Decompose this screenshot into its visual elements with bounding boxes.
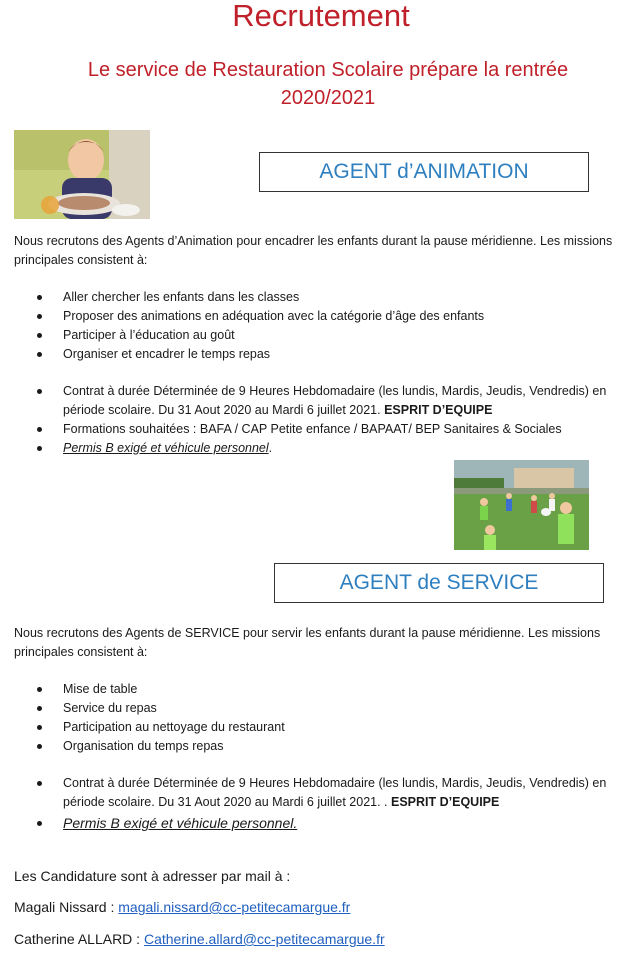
email-link-magali[interactable]: magali.nissard@cc-petitecamargue.fr (118, 899, 351, 915)
email-link-catherine[interactable]: Catherine.allard@cc-petitecamargue.fr (143, 931, 385, 947)
service-conditions-list (14, 774, 626, 835)
list-item: Service du repas (14, 699, 626, 718)
training-item: Formations souhaitées : BAFA / CAP Petite enfance / BAPAAT/ BEP Sanitaires & Sociales (14, 420, 626, 439)
contact-name: Magali Nissard : (14, 899, 119, 915)
list-item: Mise de table (14, 680, 626, 699)
list-item: Participer à l’éducation au goût (14, 326, 626, 345)
page-title: Recrutement (232, 0, 410, 33)
role-title-animation: AGENT d’ANIMATION (319, 160, 529, 183)
list-item: Participation au nettoyage du restaurant (14, 718, 626, 737)
animation-missions-list (14, 288, 626, 364)
service-section (14, 624, 626, 835)
animation-section (14, 232, 626, 458)
contract-item: Contrat à durée Déterminée de 9 Heures Hebdomadaire (les lundis, Mardis, Jeudis, Vendredis) en période scolaire. Du 31 Aout 2020 au Mardi 6 juillet 2021. . ESPRIT D’EQUIPE (14, 774, 626, 812)
service-missions-list (14, 680, 626, 756)
animation-conditions-list (14, 382, 626, 458)
role-box-service (274, 563, 604, 603)
animation-intro: Nous recrutons des Agents d’Animation pour encadrer les enfants durant la pause méridienne. Les missions principales consistent à: (14, 234, 613, 267)
permit-item: Permis B exigé et véhicule personnel. (14, 812, 626, 835)
list-item: Organisation du temps repas (14, 737, 626, 756)
contract-item: Contrat à durée Déterminée de 9 Heures Hebdomadaire (les lundis, Mardis, Jeudis, Vendredis) en période scolaire. Du 31 Aout 2020 au Mardi 6 juillet 2021. ESPRIT D’EQUIPE (14, 382, 626, 420)
contact-catherine (14, 929, 385, 949)
list-item: Aller chercher les enfants dans les classes (14, 288, 626, 307)
children-playing-photo (454, 460, 589, 550)
permit-item: Permis B exigé et véhicule personnel. (14, 439, 626, 458)
list-item: Proposer des animations en adéquation avec la catégorie d’âge des enfants (14, 307, 626, 326)
list-item: Organiser et encadrer le temps repas (14, 345, 626, 364)
role-box-animation (259, 152, 589, 192)
page-subtitle: Le service de Restauration Scolaire prépare la rentrée 2020/2021 (87, 59, 569, 109)
contacts-intro: Les Candidature sont à adresser par mail à : (14, 868, 291, 884)
service-intro: Nous recrutons des Agents de SERVICE pour servir les enfants durant la pause méridienne. Les missions principales consistent à: (14, 626, 601, 659)
role-title-service: AGENT de SERVICE (339, 571, 539, 594)
contact-name: Catherine ALLARD : (14, 931, 144, 947)
child-eating-photo (14, 130, 150, 219)
contact-magali (14, 897, 350, 917)
